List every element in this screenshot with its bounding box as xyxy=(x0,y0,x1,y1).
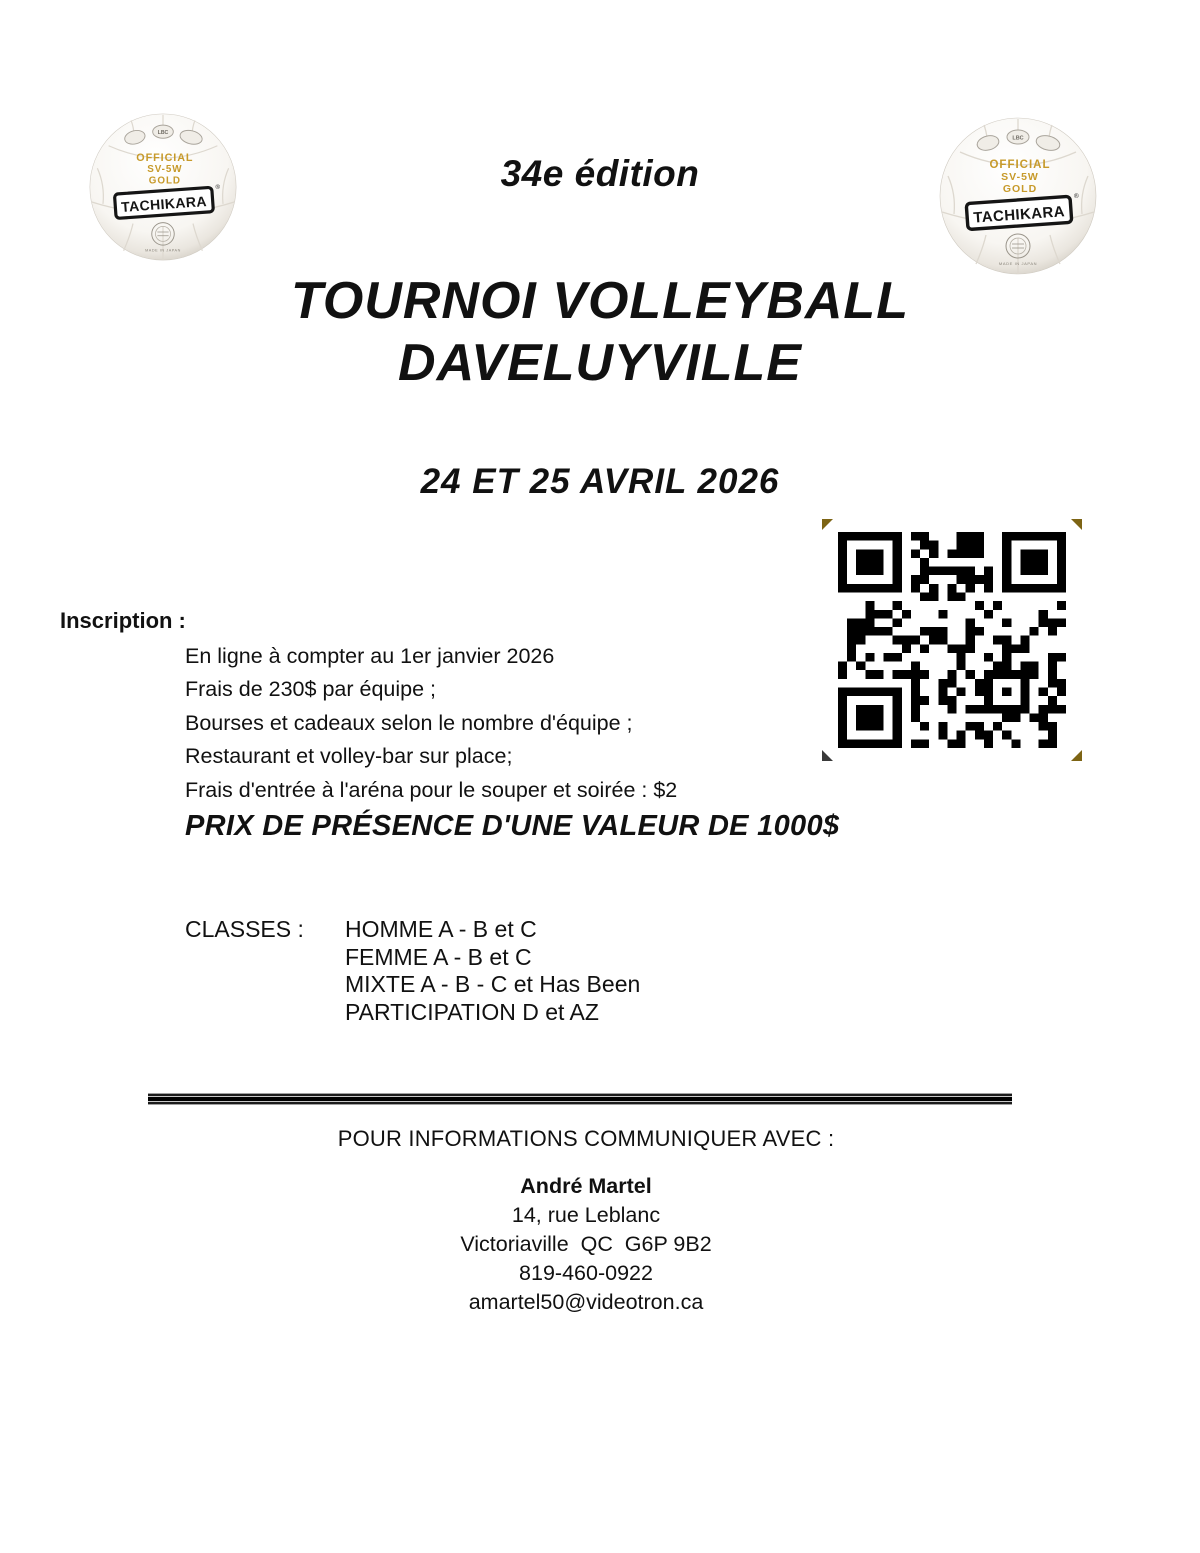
inscription-item: En ligne à compter au 1er janvier 2026 xyxy=(185,644,555,668)
inscription-heading: Inscription : xyxy=(60,608,186,633)
contact-intro: POUR INFORMATIONS COMMUNIQUER AVEC : xyxy=(337,1126,835,1151)
contact-name: André Martel xyxy=(520,1174,652,1198)
classes-label: CLASSES : xyxy=(185,916,304,942)
class-item: FEMME A - B et C xyxy=(345,943,532,970)
ball-origin-text: MADE IN JAPAN xyxy=(145,248,181,253)
edition-heading: 34e édition xyxy=(500,153,700,194)
contact-address-city: Victoriaville QC G6P 9B2 xyxy=(460,1232,712,1256)
qr-corner-mark-icon xyxy=(1071,519,1082,530)
ball-model-line: SV-5W xyxy=(1001,171,1039,183)
ball-origin-text: MADE IN JAPAN xyxy=(998,261,1038,266)
contact-address-street: 14, rue Leblanc xyxy=(511,1203,661,1227)
class-item: PARTICIPATION D et AZ xyxy=(345,998,599,1025)
classes-section xyxy=(185,916,640,1026)
volleyball-graphic xyxy=(940,118,1096,274)
inscription-item: Frais de 230$ par équipe ; xyxy=(185,677,436,702)
class-item: MIXTE A - B - C et Has Been xyxy=(345,971,641,998)
ball-gold-line: GOLD xyxy=(1002,183,1038,195)
inscription-item: Bourses et cadeaux selon le nombre d'équipe ; xyxy=(185,710,633,735)
ball-brand-label: TACHIKARA xyxy=(120,192,208,215)
contact-block xyxy=(0,1172,1172,1317)
qr-corner-mark-icon xyxy=(822,519,833,530)
inscription-list xyxy=(185,640,677,807)
event-date: 24 ET 25 AVRIL 2026 xyxy=(420,462,780,501)
prize-announcement: PRIX DE PRÉSENCE D'UNE VALEUR DE 1000$ xyxy=(185,810,840,842)
classes-list xyxy=(345,916,640,1026)
ball-stamp-label: LBC xyxy=(1012,135,1024,142)
contact-email: amartel50@videotron.ca xyxy=(468,1290,704,1314)
ball-registered-mark: ® xyxy=(215,183,221,191)
ball-stamp-label: LBC xyxy=(157,130,169,137)
main-title-line-2: DAVELUYVILLE xyxy=(398,334,802,392)
contact-phone: 819-460-0922 xyxy=(519,1261,653,1285)
main-title xyxy=(0,270,1200,394)
ball-official-line: OFFICIAL xyxy=(136,151,194,164)
qr-corner-mark-icon xyxy=(822,750,833,761)
ball-gold-line: GOLD xyxy=(148,175,181,187)
main-title-line-1: TOURNOI VOLLEYBALL xyxy=(291,272,909,330)
ball-brand-label: TACHIKARA xyxy=(972,203,1066,227)
divider-rule xyxy=(148,1093,1012,1105)
volleyball-image-right xyxy=(938,116,1098,276)
ball-registered-mark: ® xyxy=(1073,192,1080,201)
inscription-item: Frais d'entrée à l'aréna pour le souper et soirée : $2 xyxy=(185,777,678,802)
ball-model-line: SV-5W xyxy=(147,164,183,175)
qr-code-pattern xyxy=(838,532,1066,748)
class-item: HOMME A - B et C xyxy=(345,916,537,942)
qr-corner-mark-icon xyxy=(1071,750,1082,761)
qr-code xyxy=(822,519,1082,761)
inscription-item: Restaurant et volley-bar sur place; xyxy=(185,744,513,769)
ball-official-line: OFFICIAL xyxy=(989,159,1051,171)
